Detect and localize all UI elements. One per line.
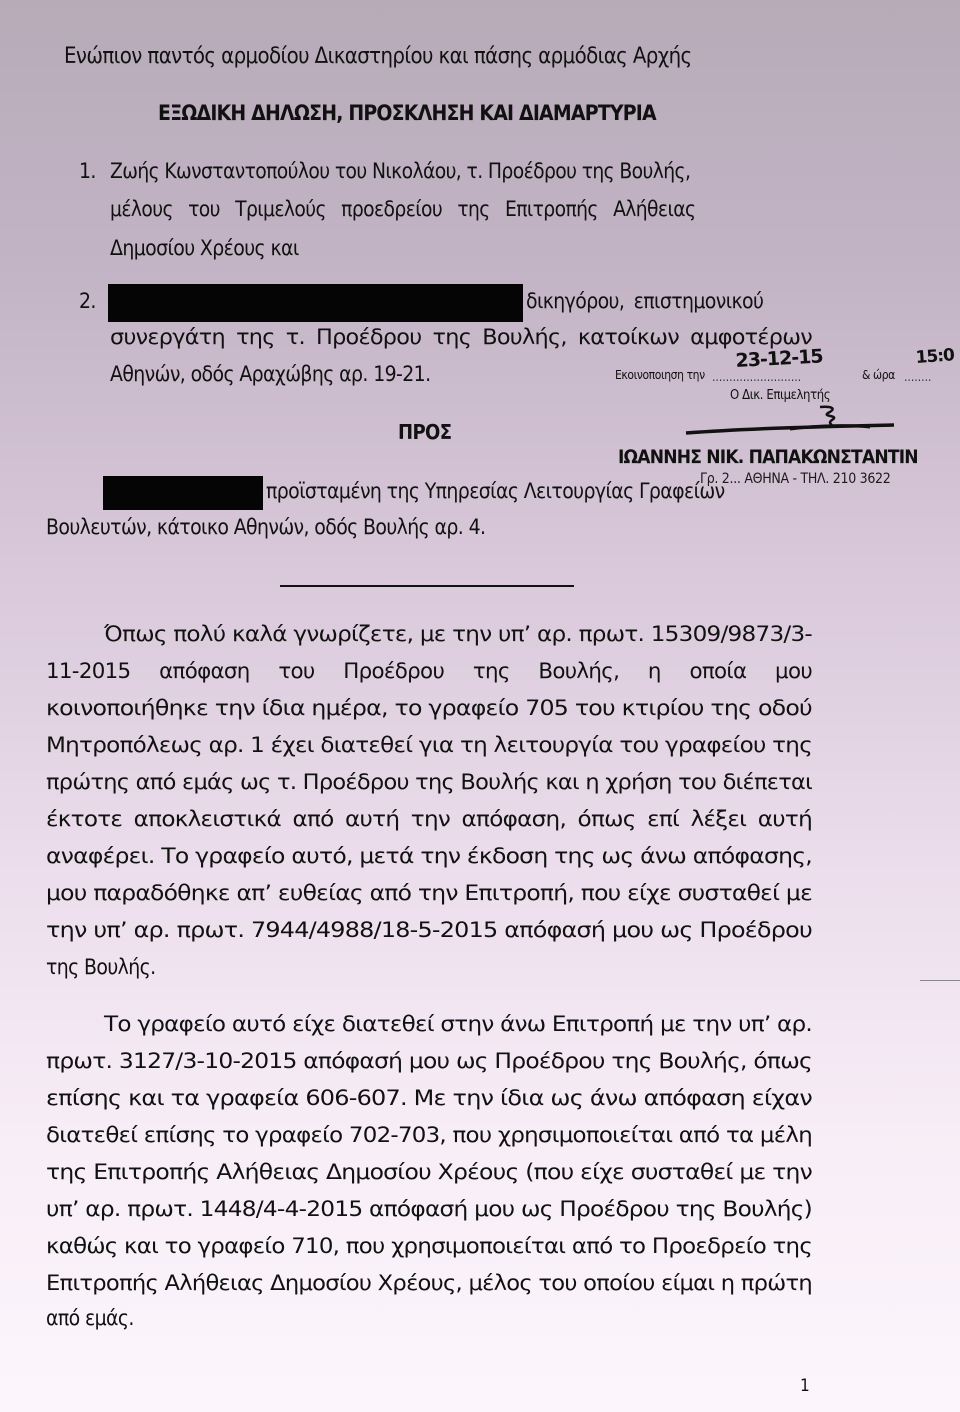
stamp-dots-2: ........ — [904, 370, 932, 384]
document-heading: Ενώπιον παντός αρμοδίου Δικαστηρίου και πάσης αρμόδιας Αρχής — [64, 44, 692, 69]
para2-line-1: Το γραφείο αυτό είχε διατεθεί στην άνω Επιτροπή με την υπ’ αρ. — [104, 1012, 813, 1036]
redacted-name-party-2 — [108, 284, 523, 322]
line-text: Ζωής Κωνσταντοπούλου του Νικολάου, τ. Προέδρου της Βουλής, — [110, 159, 691, 183]
para2-line-2: πρωτ. 3127/3-10-2015 απόφασή μου ως Προέδρου της Βουλής, όπως — [46, 1049, 813, 1073]
redacted-name-recipient — [103, 476, 263, 510]
stamp-served-time: 15:0 — [915, 345, 955, 368]
document-title: ΕΞΩΔΙΚΗ ΔΗΛΩΣΗ, ΠΡΟΣΚΛΗΣΗ ΚΑΙ ΔΙΑΜΑΡΤΥΡΙΑ — [158, 101, 656, 125]
stamp-dots-1: .......................... — [712, 370, 802, 384]
para1-line-7: αναφέρει. Το γραφείο αυτό, μετά την έκδοση της ως άνω απόφασης, — [46, 844, 813, 868]
bailiff-signature — [680, 403, 900, 439]
party-1-line-1 — [110, 159, 812, 183]
stamp-time-label: & ώρα — [862, 368, 895, 382]
party-1-number: 1. — [79, 159, 96, 183]
para1-line-1: Όπως πολύ καλά γνωρίζετε, με την υπ’ αρ. πρωτ. 15309/9873/3- — [104, 622, 813, 646]
para1-line-3: κοινοποιήθηκε την ίδια ημέρα, το γραφείο 705 του κτιρίου της οδού — [46, 696, 812, 720]
para2-line-4: διατεθεί επίσης το γραφείο 702-703, που χρησιμοποιείται από τα μέλη — [46, 1123, 812, 1147]
para2-line-8: Επιτροπής Αλήθειας Δημοσίου Χρέους, μέλος του οποίου είμαι η πρώτη — [46, 1271, 812, 1295]
stamp-bailiff-title: Ο Δικ. Επιμελητής — [730, 388, 831, 403]
separator-rule — [280, 585, 574, 587]
recipient-line-2: Βουλευτών, κάτοικο Αθηνών, οδός Βουλής αρ. 4. — [46, 515, 486, 539]
para1-line-5: πρώτης από εμάς ως τ. Προέδρου της Βουλής και η χρήση του διέπεται — [46, 770, 813, 794]
para2-line-9: από εμάς. — [46, 1306, 134, 1330]
para1-line-9: την υπ’ αρ. πρωτ. 7944/4988/18-5-2015 απόφασή μου ως Προέδρου — [46, 918, 813, 942]
stamp-bailiff-name: ΙΩΑΝΝΗΣ ΝΙΚ. ΠΑΠΑΚΩΝΣΤΑΝΤΙΝ — [618, 446, 918, 468]
para2-line-5: της Επιτροπής Αλήθειας Δημοσίου Χρέους (που είχε συσταθεί με την — [46, 1160, 813, 1184]
para1-line-8: μου παραδόθηκε απ’ ευθείας από την Επιτροπή, που είχε συσταθεί με — [46, 881, 813, 905]
recipient-line-1: προϊσταμένη της Υπηρεσίας Λειτουργίας Γραφείων — [266, 479, 725, 503]
para1-line-4: Μητροπόλεως αρ. 1 έχει διατεθεί για τη λειτουργία του γραφείου της — [46, 733, 812, 757]
to-label: ΠΡΟΣ — [398, 420, 452, 444]
party-1-line-3: Δημοσίου Χρέους και — [110, 236, 299, 260]
para1-line-2: 11-2015 απόφαση του Προέδρου της Βουλής, η οποία μου — [46, 659, 813, 683]
party-2-number: 2. — [79, 289, 96, 313]
para1-line-10: της Βουλής. — [46, 955, 156, 979]
party-1-line-2: μέλους του Τριμελούς προεδρείου της Επιτροπής Αλήθειας — [110, 197, 696, 221]
page-number: 1 — [800, 1376, 810, 1396]
party-2-line-3: Αθηνών, οδός Αραχώβης αρ. 19-21. — [110, 362, 431, 386]
stamp-served-label: Εκοινοποιηση την — [615, 368, 705, 382]
edge-mark — [920, 980, 960, 981]
party-2-line-2: συνεργάτη της τ. Προέδρου της Βουλής, κατοίκων αμφοτέρων — [110, 325, 813, 349]
stamp-served-date: 23-12-15 — [735, 345, 824, 372]
stamp-bailiff-contact: Γρ. 2... ΑΘΗΝΑ - ΤΗΛ. 210 3622 — [700, 471, 891, 487]
party-2-line-1: δικηγόρου, επιστημονικού — [526, 289, 764, 313]
para2-line-6: υπ’ αρ. πρωτ. 1448/4-4-2015 απόφασή μου ως Προέδρου της Βουλής) — [46, 1197, 813, 1221]
para2-line-3: επίσης και τα γραφεία 606-607. Με την ίδια ως άνω απόφαση είχαν — [46, 1086, 812, 1110]
para1-line-6: έκτοτε αποκλειστικά από αυτή την απόφαση, όπως επί λέξει αυτή — [46, 807, 813, 831]
para2-line-7: καθώς και το γραφείο 710, που χρησιμοποιείται από το Προεδρείο της — [46, 1234, 813, 1258]
